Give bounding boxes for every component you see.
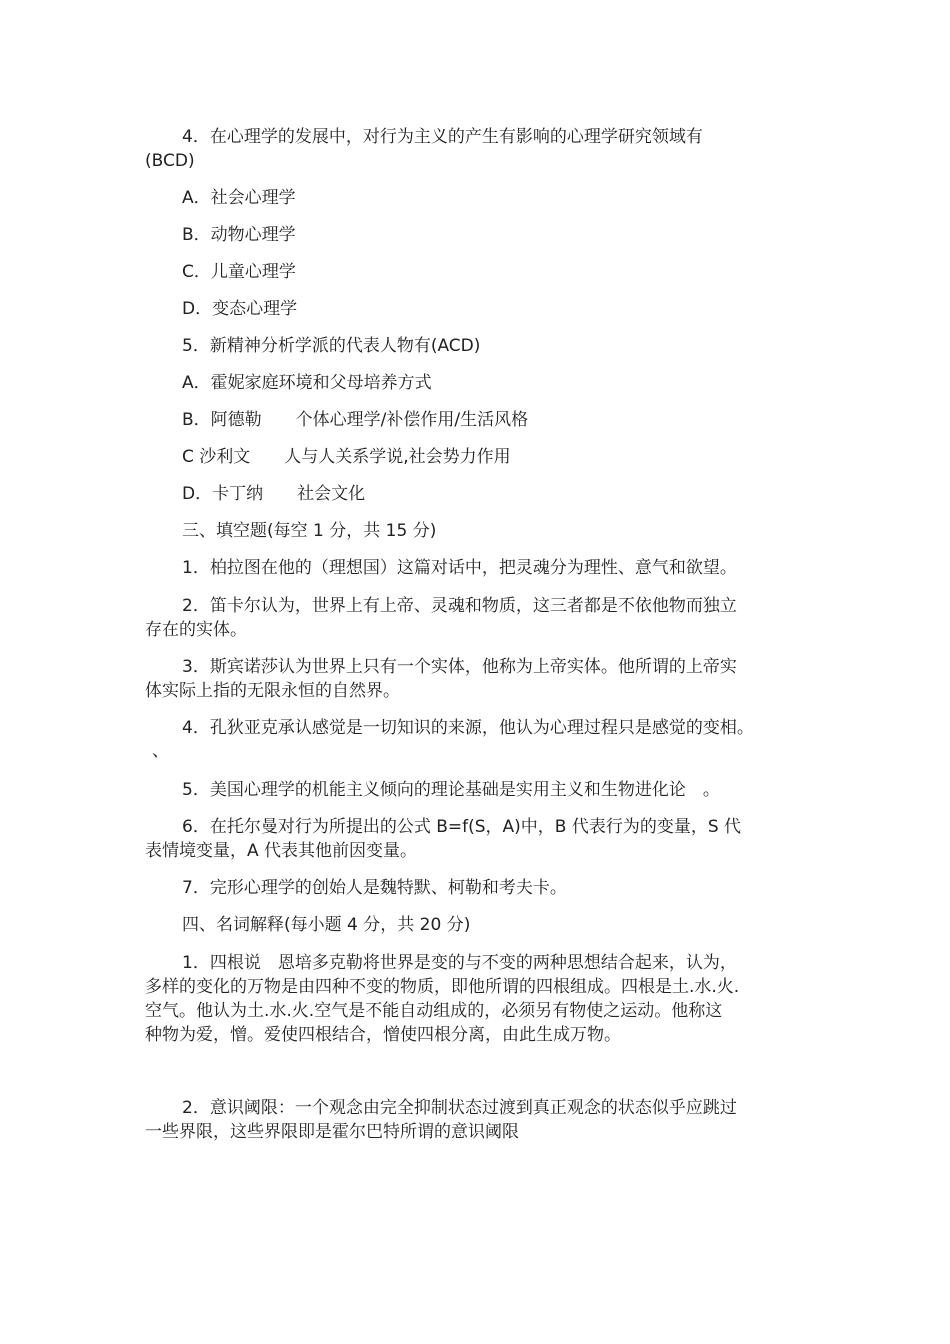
question-5-option-c: C 沙利文 人与人关系学说,社会势力作用 xyxy=(182,447,511,467)
question-5-option-d: D．卡丁纳 社会文化 xyxy=(182,484,366,504)
term-2-line-2: 一些界限，这些界限即是霍尔巴特所谓的意识阈限 xyxy=(145,1122,519,1142)
fill-6-line-2: 表情境变量，A 代表其他前因变量。 xyxy=(145,841,418,861)
fill-5: 5．美国心理学的机能主义倾向的理论基础是实用主义和生物进化论 。 xyxy=(182,780,720,800)
question-5-option-a: A．霍妮家庭环境和父母培养方式 xyxy=(182,373,432,393)
fill-4-line-2: 、 xyxy=(152,741,169,761)
term-1-line-1: 1．四根说 恩培多克勒将世界是变的与不变的两种思想结合起来，认为， xyxy=(182,953,737,973)
question-5-stem: 5．新精神分析学派的代表人物有(ACD) xyxy=(182,336,481,356)
question-5-option-b: B．阿德勒 个体心理学/补偿作用/生活风格 xyxy=(182,410,529,430)
fill-7: 7．完形心理学的创始人是魏特默、柯勒和考夫卡。 xyxy=(182,878,567,898)
fill-6-line-1: 6．在托尔曼对行为所提出的公式 B=f(S，A)中，B 代表行为的变量，S 代 xyxy=(182,817,742,837)
term-1-line-3: 空气。他认为土.水.火.空气是不能自动组成的，必须另有物使之运动。他称这 xyxy=(145,1001,723,1021)
question-4-option-b: B．动物心理学 xyxy=(182,225,296,245)
fill-1: 1．柏拉图在他的（理想国）这篇对话中，把灵魂分为理性、意气和欲望。 xyxy=(182,558,737,578)
term-2-line-1: 2．意识阈限：一个观念由完全抑制状态过渡到真正观念的状态似乎应跳过 xyxy=(182,1098,737,1118)
fill-4-line-1: 4．孔狄亚克承认感觉是一切知识的来源，他认为心理过程只是感觉的变相。 xyxy=(182,718,754,738)
question-4-option-d: D．变态心理学 xyxy=(182,299,298,319)
fill-2-line-2: 存在的实体。 xyxy=(145,620,247,640)
fill-2-line-1: 2．笛卡尔认为，世界上有上帝、灵魂和物质，这三者都是不依他物而独立 xyxy=(182,596,737,616)
question-4-stem: 4．在心理学的发展中，对行为主义的产生有影响的心理学研究领域有 xyxy=(182,127,703,147)
section-3-heading: 三、填空题(每空 1 分，共 15 分) xyxy=(182,521,437,541)
fill-3-line-2: 体实际上指的无限永恒的自然界。 xyxy=(145,681,400,701)
question-4-answer: (BCD) xyxy=(145,151,195,171)
question-4-option-c: C．儿童心理学 xyxy=(182,262,296,282)
section-4-heading: 四、名词解释(每小题 4 分，共 20 分) xyxy=(182,915,471,935)
question-4-option-a: A．社会心理学 xyxy=(182,188,296,208)
term-1-line-2: 多样的变化的万物是由四种不变的物质，即他所谓的四根组成。四根是土.水.火. xyxy=(145,977,740,997)
fill-3-line-1: 3．斯宾诺莎认为世界上只有一个实体，他称为上帝实体。他所谓的上帝实 xyxy=(182,657,737,677)
term-1-line-4: 种物为爱，憎。爱使四根结合，憎使四根分离，由此生成万物。 xyxy=(145,1025,621,1045)
